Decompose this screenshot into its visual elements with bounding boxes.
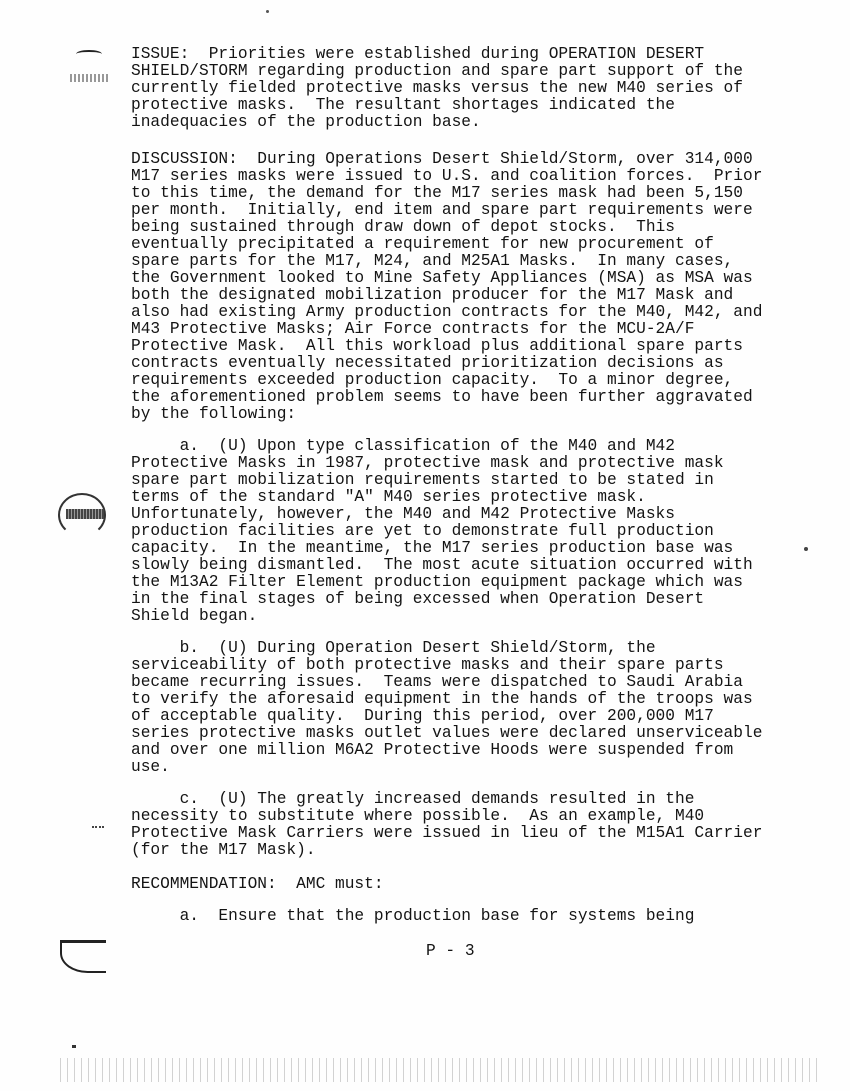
scan-dot [804,547,808,551]
text-line: to this time, the demand for the M17 series mask had been 5,150 [131,184,743,202]
text-line: capacity. In the meantime, the M17 series production base was [131,539,734,557]
text-line: use. [131,758,170,776]
text-line: b. (U) During Operation Desert Shield/Storm, the [131,639,656,657]
text-line: Unfortunately, however, the M40 and M42 Protective Masks [131,505,675,523]
text-line: being sustained through draw down of depot stocks. This [131,218,675,236]
text-line: necessity to substitute where possible. As an example, M40 [131,807,705,825]
text-line: also had existing Army production contracts for the M40, M42, and [131,303,763,321]
discussion-paragraph [131,151,796,423]
text-line: currently fielded protective masks versus the new M40 series of [131,79,743,97]
scan-noise [60,1058,820,1082]
text-line: series protective masks outlet values were declared unserviceable [131,724,763,742]
discussion-item-c [131,791,796,859]
text-line: M17 series masks were issued to U.S. and coalition forces. Prior [131,167,763,185]
page-number: P - 3 [426,942,475,960]
bracket-mark [60,940,106,973]
text-line: spare parts for the M17, M24, and M25A1 Masks. In many cases, [131,252,734,270]
text-line: to verify the aforesaid equipment in the hands of the troops was [131,690,753,708]
text-line: requirements exceeded production capacity. To a minor degree, [131,371,734,389]
text-line: contracts eventually necessitated prioritization decisions as [131,354,724,372]
text-line: Protective Masks in 1987, protective mask and protective mask [131,454,724,472]
text-line: terms of the standard "A" M40 series protective mask. [131,488,646,506]
scan-dot [72,1045,76,1048]
text-line: of acceptable quality. During this period, over 200,000 M17 [131,707,714,725]
text-line: both the designated mobilization producer for the M17 Mask and [131,286,734,304]
text-line: inadequacies of the production base. [131,113,481,131]
recommendation-item-a [131,908,796,925]
issue-paragraph [131,46,796,131]
text-line: the M13A2 Filter Element production equipment package which was [131,573,743,591]
text-line: SHIELD/STORM regarding production and spare part support of the [131,62,743,80]
discussion-item-b [131,640,796,776]
discussion-item-a [131,438,796,625]
text-line: and over one million M6A2 Protective Hoods were suspended from [131,741,734,759]
text-line: RECOMMENDATION: AMC must: [131,875,384,893]
scan-dot [266,10,269,13]
text-line: ISSUE: Priorities were established during OPERATION DESERT [131,45,705,63]
text-line: a. Ensure that the production base for systems being [131,907,695,925]
text-line: in the final stages of being excessed when Operation Desert [131,590,705,608]
text-line: the aforementioned problem seems to have been further aggravated [131,388,753,406]
text-line: Protective Mask Carriers were issued in lieu of the M15A1 Carrier [131,824,763,842]
text-line: per month. Initially, end item and spare part requirements were [131,201,753,219]
stamp-fill-mark [66,509,104,519]
text-line: a. (U) Upon type classification of the M40 and M42 [131,437,675,455]
text-line: by the following: [131,405,297,423]
text-line: serviceability of both protective masks and their spare parts [131,656,724,674]
text-line: Shield began. [131,607,258,625]
text-line: the Government looked to Mine Safety Appliances (MSA) as MSA was [131,269,753,287]
text-line: eventually precipitated a requirement for new procurement of [131,235,714,253]
text-line: slowly being dismantled. The most acute situation occurred with [131,556,753,574]
text-line: (for the M17 Mask). [131,841,316,859]
text-line: became recurring issues. Teams were dispatched to Saudi Arabia [131,673,743,691]
text-line: spare part mobilization requirements started to be stated in [131,471,714,489]
recommendation-heading [131,876,796,893]
scan-mark [76,50,102,58]
text-line: Protective Mask. All this workload plus additional spare parts [131,337,743,355]
scan-tick [92,826,104,830]
scan-smudge [70,74,110,82]
text-line: DISCUSSION: During Operations Desert Shield/Storm, over 314,000 [131,150,753,168]
text-line: c. (U) The greatly increased demands resulted in the [131,790,695,808]
text-line: M43 Protective Masks; Air Force contracts for the MCU-2A/F [131,320,695,338]
text-line: production facilities are yet to demonstrate full production [131,522,714,540]
text-line: protective masks. The resultant shortages indicated the [131,96,675,114]
